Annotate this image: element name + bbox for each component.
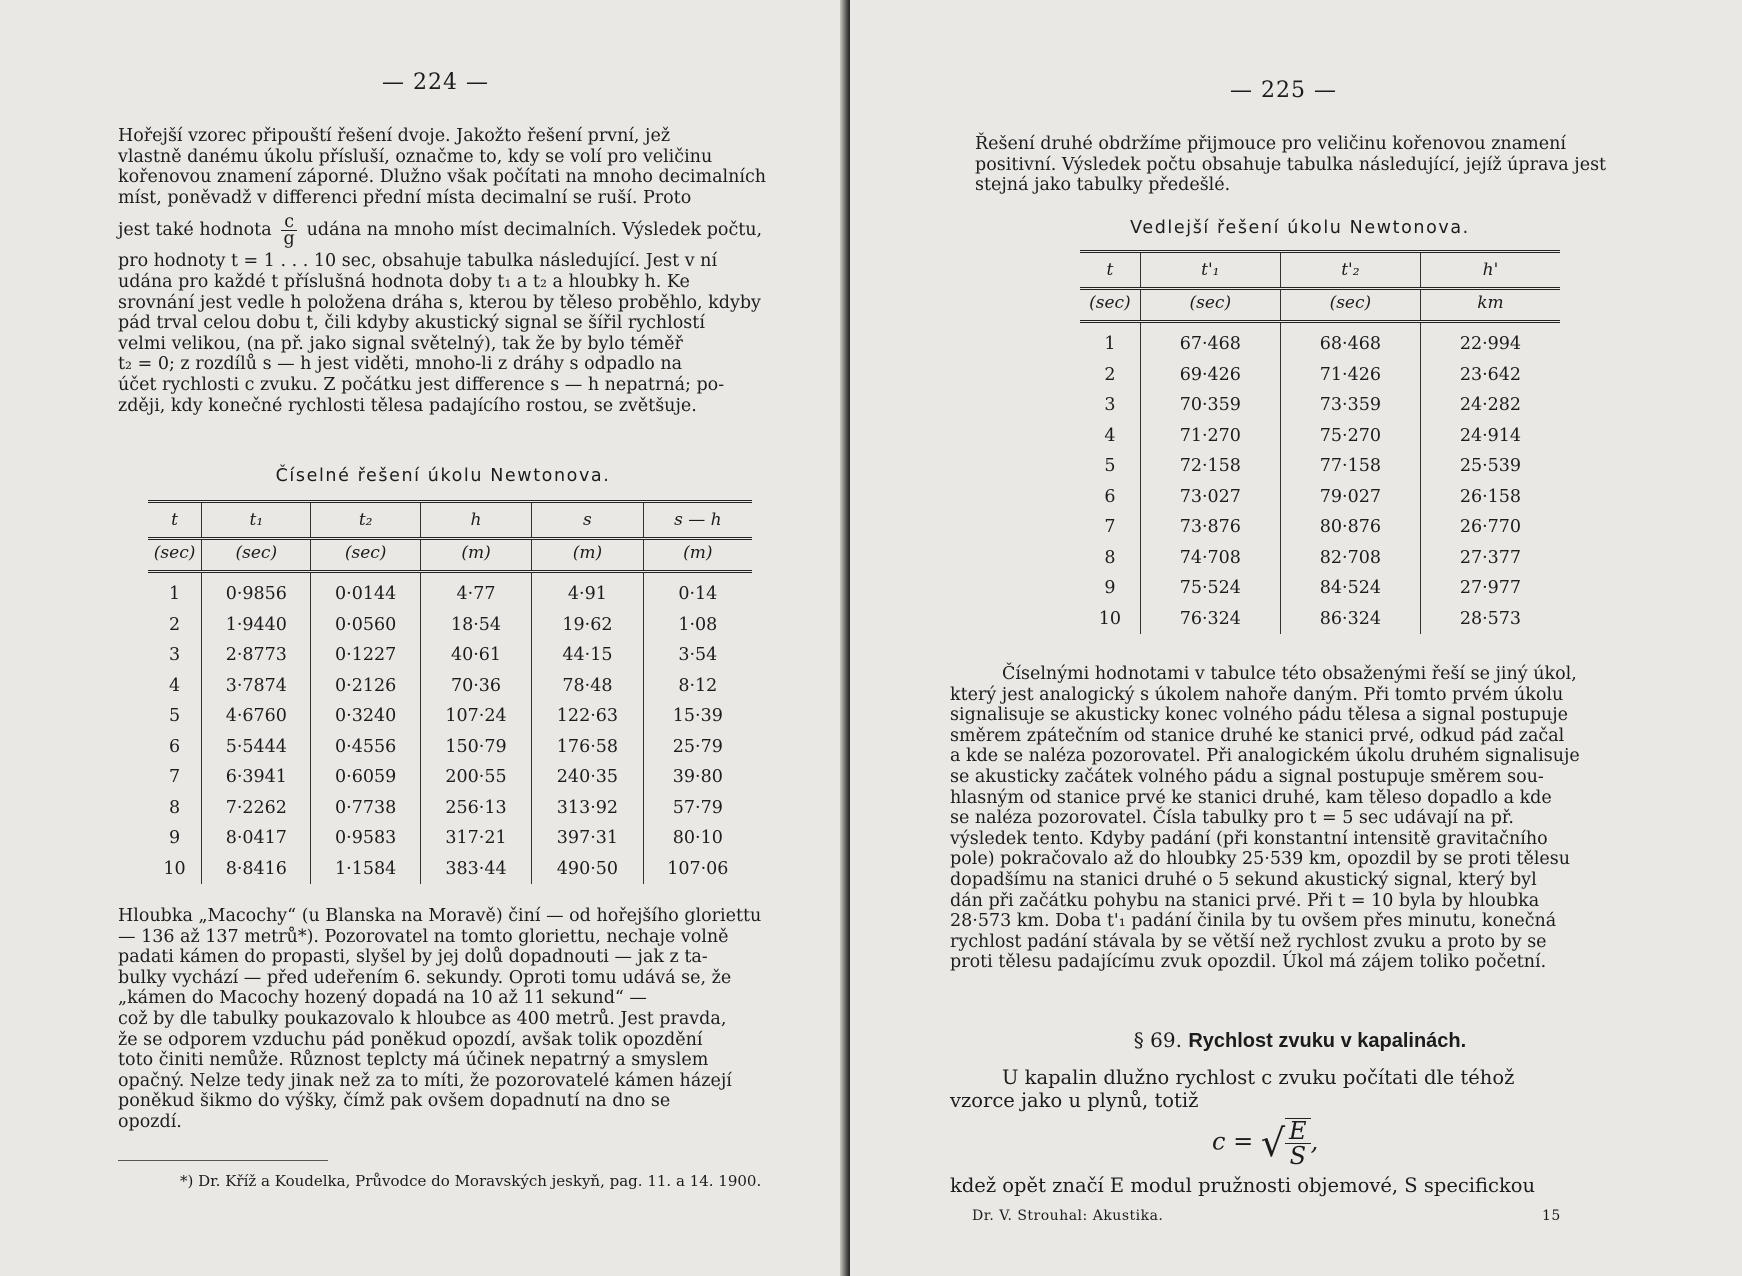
table-cell: 150·79	[420, 732, 531, 763]
text-line: účet rychlosti c zvuku. Z počátku jest difference s — h nepatrná; po-	[118, 374, 725, 395]
table-row	[148, 572, 752, 610]
table-cell: 2·8773	[202, 640, 311, 671]
table-cell: 8·8416	[202, 854, 311, 885]
table-row	[1080, 390, 1560, 421]
text-line: 28·573 km. Doba t'₁ padání činila by tu ovšem přes minutu, konečná	[950, 911, 1557, 932]
table-cell: 25·539	[1420, 451, 1560, 482]
table-cell: 8·0417	[202, 823, 311, 854]
column-unit: (sec)	[202, 539, 311, 572]
table-cell: 0·6059	[311, 762, 420, 793]
table-cell: 71·270	[1140, 421, 1280, 452]
column-unit: (sec)	[148, 539, 202, 572]
table-cell: 0·9583	[311, 823, 420, 854]
table-row	[148, 823, 752, 854]
footnote: *) Dr. Kříž a Koudelka, Průvodce do Moravských jeskyň, pag. 11. a 14. 1900.	[180, 1172, 762, 1190]
table-cell: 0·0144	[311, 572, 420, 610]
table-cell: 7·2262	[202, 793, 311, 824]
text-line: kořenovou znamení záporné. Dlužno však počítati na mnoho decimalních	[118, 167, 767, 188]
text-line: vlastně danému úkolu přísluší, označme to, kdy se volí pro veličinu	[118, 146, 713, 167]
sqrt-symbol: √	[1260, 1121, 1286, 1165]
macocha-paragraph	[118, 906, 768, 1133]
text-line: poněkud šikmo do výšky, čímž pak ovšem dopadnutí na dno se	[118, 1091, 671, 1112]
newton-solution-table	[148, 500, 752, 884]
text-line: opozdí.	[118, 1111, 182, 1132]
table-cell: 70·36	[420, 671, 531, 702]
table-cell: 18·54	[420, 610, 531, 641]
text-line: dopadšímu na stanici druhé o 5 sekund akustický signal, který byl	[950, 869, 1537, 890]
signature-number: 15	[1542, 1208, 1561, 1224]
table-cell: 3·7874	[202, 671, 311, 702]
table-row	[148, 762, 752, 793]
table-cell: 73·027	[1140, 482, 1280, 513]
table-cell: 10	[163, 858, 186, 879]
table-row	[1080, 573, 1560, 604]
last-line	[950, 1176, 1650, 1197]
newton-secondary-table	[1080, 250, 1560, 634]
left-intro-paragraph	[118, 126, 768, 416]
text-line: „kámen do Macochy hozený dopadá na 10 až 11 sekund“ —	[118, 988, 647, 1009]
table-cell: 39·80	[643, 762, 752, 793]
table-cell: 82·708	[1280, 543, 1420, 574]
table-cell: 176·58	[532, 732, 643, 763]
table-row	[148, 732, 752, 763]
table-cell: 27·377	[1420, 543, 1560, 574]
table-row	[1080, 482, 1560, 513]
text-line: padati kámen do propasti, slyšel by jej dolů dopadnouti — jak z ta-	[118, 947, 708, 968]
text-line: srovnání jest vedle h položena dráha s, kterou by těleso proběhlo, kdyby	[118, 292, 761, 313]
table-cell: 26·770	[1420, 512, 1560, 543]
table-cell: 1·9440	[202, 610, 311, 641]
text-line: vzorce jako u plynů, totiž	[950, 1089, 1199, 1112]
table-cell: 107·06	[643, 854, 752, 885]
table-cell: 6	[169, 736, 181, 757]
column-unit: (m)	[643, 539, 752, 572]
table-cell: 4·6760	[202, 701, 311, 732]
column-unit: (sec)	[1080, 289, 1140, 322]
text-line: signalisuje se akusticky konec volného pádu tělesa a signal postupuje	[950, 705, 1569, 726]
formula-fraction: $\frac{E}{S}$	[1285, 1118, 1311, 1168]
table-cell: 490·50	[532, 854, 643, 885]
table-row	[1080, 512, 1560, 543]
table-cell: 9	[169, 828, 181, 849]
table-cell: 19·62	[532, 610, 643, 641]
table-units-row	[148, 539, 752, 572]
table-cell: 76·324	[1140, 604, 1280, 635]
table-cell: 80·876	[1280, 512, 1420, 543]
table-cell: 10	[1098, 608, 1122, 629]
table-cell: 5·5444	[202, 732, 311, 763]
table-units-row	[1080, 289, 1560, 322]
column-header: t	[148, 502, 202, 539]
text-line: velmi velikou, (na př. jako signal světelný), tak že by bylo téměř	[118, 333, 683, 354]
table-cell: 0·1227	[311, 640, 420, 671]
text-line: výsledek tento. Kdyby padání (při konstantní intensitě gravitačního	[950, 828, 1548, 849]
table-cell: 7	[169, 767, 181, 788]
page-number-right: — 225 —	[1230, 78, 1337, 103]
table-cell: 122·63	[532, 701, 643, 732]
table-cell: 107·24	[420, 701, 531, 732]
text-line: toto činiti nemůže. Různost teplcty má účinek nepatrný a smyslem	[118, 1050, 709, 1071]
column-unit: (m)	[532, 539, 643, 572]
right-intro-paragraph	[975, 134, 1625, 196]
table-cell: 73·359	[1280, 390, 1420, 421]
table-cell: 0·2126	[311, 671, 420, 702]
text-line: který jest analogický s úkolem nahoře daným. Při tomto prvém úkolu	[950, 684, 1564, 705]
table-cell: 27·977	[1420, 573, 1560, 604]
column-header: h	[420, 502, 531, 539]
column-header: t₂	[311, 502, 420, 539]
table-row	[148, 701, 752, 732]
table-header-row	[1080, 252, 1560, 289]
table-cell: 80·10	[643, 823, 752, 854]
table-cell: 8·12	[643, 671, 752, 702]
table-cell: 240·35	[532, 762, 643, 793]
table-cell: 317·21	[420, 823, 531, 854]
table-cell: 15·39	[643, 701, 752, 732]
fraction-line: jest také hodnota $\frac{c}{g}$ udána na mnoho míst decimalních. Výsledek počtu,	[118, 212, 763, 250]
table-cell: 4·91	[532, 572, 643, 610]
table-cell: 57·79	[643, 793, 752, 824]
text-line: pole) pokračovalo až do hloubky 25·539 km, opozdil by se proti tělesu	[950, 849, 1571, 870]
text-line: pro hodnoty t = 1 . . . 10 sec, obsahuje tabulka následující. Jest v ní	[118, 251, 718, 272]
table-cell: 0·0560	[311, 610, 420, 641]
text-line: zději, kdy konečné rychlosti tělesa padajícího rostou, se zvětšuje.	[118, 395, 697, 416]
table-cell: 256·13	[420, 793, 531, 824]
text-line: udána pro každé t příslušná hodnota doby t₁ a t₂ a hloubky h. Ke	[118, 271, 690, 292]
text-line: Hloubka „Macochy“ (u Blanska na Moravě) činí — od hořejšího gloriettu	[118, 906, 762, 926]
table-cell: 77·158	[1280, 451, 1420, 482]
table-row	[148, 671, 752, 702]
table-cell: 79·027	[1280, 482, 1420, 513]
table-cell: 8	[169, 797, 181, 818]
table-cell: 313·92	[532, 793, 643, 824]
table-row	[148, 793, 752, 824]
table-cell: 6·3941	[202, 762, 311, 793]
column-header: s — h	[643, 502, 752, 539]
running-footer: Dr. V. Strouhal: Akustika.	[972, 1208, 1164, 1224]
table-cell: 3·54	[643, 640, 752, 671]
table-cell: 7	[1104, 517, 1116, 538]
table-cell: 4	[169, 675, 181, 696]
table-cell: 3	[1104, 395, 1116, 416]
column-header: t	[1080, 252, 1140, 289]
table-row	[148, 640, 752, 671]
table-cell: 69·426	[1140, 360, 1280, 391]
text-line: U kapalin dlužno rychlost c zvuku počítati dle téhož	[1002, 1066, 1515, 1089]
column-unit: (sec)	[1280, 289, 1420, 322]
column-header: t'₁	[1140, 252, 1280, 289]
table-cell: 1·1584	[311, 854, 420, 885]
table-row	[1080, 322, 1560, 360]
table-cell: 24·282	[1420, 390, 1560, 421]
text-line: že se odporem vzduchu pád poněkud opozdí, avšak tolik opozdění	[118, 1029, 703, 1050]
text-line: Číselnými hodnotami v tabulce této obsaženými řeší se jiný úkol,	[1002, 664, 1577, 684]
text-line: pád trval celou dobu t, čili kdyby akustický signal se šířil rychlostí	[118, 313, 705, 334]
table-cell: 6	[1104, 486, 1116, 507]
table-cell: 0·14	[643, 572, 752, 610]
column-header: t'₂	[1280, 252, 1420, 289]
text-line: stejná jako tabulky předešlé.	[975, 175, 1231, 196]
text-line: bulky vychází — před udeřením 6. sekundy. Oproti tomu udává se, že	[118, 967, 732, 988]
left-table-title: Číselné řešení úkolu Newtonova.	[275, 466, 611, 486]
table-cell: 0·3240	[311, 701, 420, 732]
table-cell: 74·708	[1140, 543, 1280, 574]
text-line: což by dle tabulky poukazovalo k hloubce as 400 metrů. Jest pravda,	[118, 1008, 727, 1029]
column-unit: (m)	[420, 539, 531, 572]
table-cell: 75·270	[1280, 421, 1420, 452]
table-cell: 24·914	[1420, 421, 1560, 452]
column-unit: (sec)	[1140, 289, 1280, 322]
right-body-paragraph	[950, 664, 1650, 973]
text-line: dán při začátku pohybu na stanici prvé. Při t = 10 byla by hloubka	[950, 890, 1540, 911]
table-row	[148, 854, 752, 885]
table-cell: 23·642	[1420, 360, 1560, 391]
table-cell: 8	[1104, 547, 1116, 568]
text-line: se akusticky začátek volného pádu a signal postupuje směrem sou-	[950, 766, 1544, 787]
footnote-rule	[118, 1160, 328, 1161]
table-cell: 1	[1104, 334, 1116, 355]
table-cell: 78·48	[532, 671, 643, 702]
table-cell: 0·7738	[311, 793, 420, 824]
table-row	[1080, 604, 1560, 635]
text-line: směrem zpátečním od stanice druhé ke stanici prvé, odkud pád začal	[950, 725, 1565, 746]
table-cell: 2	[1104, 364, 1116, 385]
table-cell: 40·61	[420, 640, 531, 671]
table-cell: 68·468	[1280, 322, 1420, 360]
table-row	[1080, 421, 1560, 452]
table-cell: 26·158	[1420, 482, 1560, 513]
table-cell: 22·994	[1420, 322, 1560, 360]
column-unit: (sec)	[311, 539, 420, 572]
table-cell: 28·573	[1420, 604, 1560, 635]
section-title: Rychlost zvuku v kapalinách.	[1188, 1030, 1467, 1052]
text-line: hlasným od stanice prvé ke stanici druhé, kam těleso dopadlo a kde	[950, 787, 1552, 808]
table-header-row	[148, 502, 752, 539]
fraction-c-over-g: $\frac{c}{g}$	[281, 214, 297, 247]
table-cell: 1·08	[643, 610, 752, 641]
table-cell: 2	[169, 614, 181, 635]
text-line: proti tělesu padajícímu zvuk opozdil. Úkol má zájem toliko početní.	[950, 952, 1547, 973]
table-row	[1080, 360, 1560, 391]
table-cell: 73·876	[1140, 512, 1280, 543]
table-cell: 86·324	[1280, 604, 1420, 635]
section-mark: § 69.	[1133, 1028, 1182, 1052]
table-cell: 71·426	[1280, 360, 1420, 391]
column-header: t₁	[202, 502, 311, 539]
table-cell: 84·524	[1280, 573, 1420, 604]
liquid-sound-paragraph	[950, 1066, 1650, 1112]
page-number-left: — 224 —	[382, 70, 489, 95]
speed-formula: c = √ $\frac{E}{S}$ ,	[1212, 1117, 1319, 1170]
text-line: opačný. Nelze tedy jinak než za to míti, že pozorovatelé kámen házejí	[118, 1070, 732, 1091]
text-line: Hořejší vzorec připouští řešení dvoje. Jakožto řešení první, jež	[118, 126, 671, 146]
table-cell: 9	[1104, 578, 1116, 599]
table-cell: 397·31	[532, 823, 643, 854]
text-line: — 136 až 137 metrů*). Pozorovatel na tomto gloriettu, nechaje volně	[118, 926, 729, 947]
column-header: s	[532, 502, 643, 539]
section-heading	[950, 1028, 1650, 1053]
table-cell: 1	[169, 584, 181, 605]
text-line: se naléza pozorovatel. Čísla tabulky pro t = 5 sec udávají na př.	[950, 808, 1514, 829]
table-row	[1080, 451, 1560, 482]
table-row	[1080, 543, 1560, 574]
table-cell: 4	[1104, 425, 1116, 446]
table-cell: 72·158	[1140, 451, 1280, 482]
table-cell: 383·44	[420, 854, 531, 885]
right-table-title: Vedlejší řešení úkolu Newtonova.	[1130, 218, 1470, 238]
table-cell: 5	[1104, 456, 1116, 477]
table-row	[148, 610, 752, 641]
text-line: positivní. Výsledek počtu obsahuje tabulka následující, jejíž úprava jest	[975, 154, 1607, 175]
table-cell: 25·79	[643, 732, 752, 763]
left-page	[0, 0, 850, 1276]
table-cell: 0·9856	[202, 572, 311, 610]
table-cell: 0·4556	[311, 732, 420, 763]
column-unit: km	[1420, 289, 1560, 322]
table-cell: 4·77	[420, 572, 531, 610]
table-cell: 67·468	[1140, 322, 1280, 360]
column-header: h'	[1420, 252, 1560, 289]
table-cell: 200·55	[420, 762, 531, 793]
text-line: kdež opět značí E modul pružnosti objemové, S specifickou	[950, 1174, 1536, 1197]
table-cell: 44·15	[532, 640, 643, 671]
text-line: míst, poněvadž v differenci přední místa decimalní se ruší. Proto	[118, 187, 692, 208]
text-line: Řešení druhé obdržíme přijmouce pro veličinu kořenovou znamení	[975, 134, 1566, 154]
text-line: t₂ = 0; z rozdílů s — h jest viděti, mnoho-li z dráhy s odpadlo na	[118, 354, 683, 375]
text-line: a kde se naléza pozorovatel. Při analogickém úkolu druhém signalisuje	[950, 746, 1580, 767]
table-cell: 3	[169, 645, 181, 666]
text-line: rychlost padání stávala by se větší než rychlost zvuku a proto by se	[950, 931, 1547, 952]
table-cell: 70·359	[1140, 390, 1280, 421]
table-cell: 5	[169, 706, 181, 727]
table-cell: 75·524	[1140, 573, 1280, 604]
right-page	[850, 0, 1742, 1276]
